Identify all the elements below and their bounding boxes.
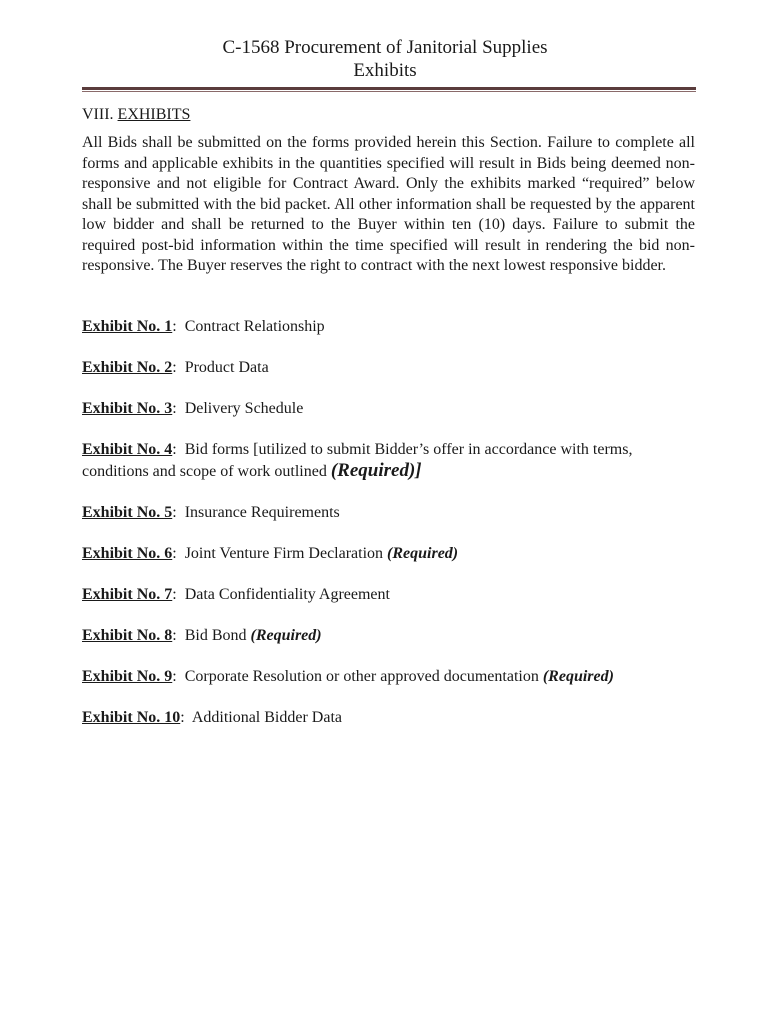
exhibit-item-7: Exhibit No. 7: Data Confidentiality Agreement bbox=[82, 586, 390, 603]
exhibit-label: Exhibit No. 9 bbox=[82, 668, 173, 685]
section-heading bbox=[82, 106, 190, 124]
exhibit-label: Exhibit No. 7 bbox=[82, 586, 173, 603]
exhibit-label: Exhibit No. 3 bbox=[82, 400, 173, 417]
exhibit-label: Exhibit No. 6 bbox=[82, 545, 173, 562]
exhibit-item-4: Exhibit No. 4: Bid forms [utilized to submit Bidder’s offer in accordance with terms, conditions and scope of work outlined (Required)] bbox=[82, 441, 633, 481]
exhibit-item-2: Exhibit No. 2: Product Data bbox=[82, 359, 269, 376]
exhibit-text: Corporate Resolution or other approved documentation bbox=[184, 668, 543, 685]
exhibit-text: Additional Bidder Data bbox=[191, 709, 342, 726]
exhibit-text: Bid Bond bbox=[184, 627, 251, 644]
exhibit-item-8: Exhibit No. 8: Bid Bond (Required) bbox=[82, 627, 322, 644]
exhibit-label: Exhibit No. 4 bbox=[82, 441, 173, 458]
exhibit-list bbox=[82, 316, 695, 748]
required-marker: (Required) bbox=[250, 627, 322, 644]
required-marker: (Required) bbox=[542, 668, 614, 685]
exhibit-item-6: Exhibit No. 6: Joint Venture Firm Declaration (Required) bbox=[82, 545, 459, 562]
page-header bbox=[0, 36, 770, 82]
header-rule-thick bbox=[82, 87, 696, 90]
exhibit-item-5: Exhibit No. 5: Insurance Requirements bbox=[82, 504, 340, 521]
exhibit-item-9: Exhibit No. 9: Corporate Resolution or other approved documentation (Required) bbox=[82, 668, 614, 685]
exhibit-item-1: Exhibit No. 1: Contract Relationship bbox=[82, 318, 325, 335]
document-title: C-1568 Procurement of Janitorial Supplies bbox=[222, 37, 548, 58]
exhibit-text: Product Data bbox=[184, 359, 269, 376]
exhibit-label: Exhibit No. 5 bbox=[82, 504, 173, 521]
header-rule-thin bbox=[82, 91, 696, 92]
exhibit-label: Exhibit No. 8 bbox=[82, 627, 173, 644]
exhibit-text: Joint Venture Firm Declaration bbox=[184, 545, 388, 562]
exhibit-label: Exhibit No. 1 bbox=[82, 318, 173, 335]
required-marker: (Required) bbox=[387, 545, 459, 562]
required-marker: (Required)] bbox=[330, 460, 422, 481]
exhibit-label: Exhibit No. 2 bbox=[82, 359, 173, 376]
exhibit-text: Insurance Requirements bbox=[184, 504, 340, 521]
exhibit-text: Delivery Schedule bbox=[184, 400, 304, 417]
exhibit-text: Contract Relationship bbox=[184, 318, 325, 335]
exhibit-item-10: Exhibit No. 10: Additional Bidder Data bbox=[82, 709, 342, 726]
exhibit-text: Data Confidentiality Agreement bbox=[184, 586, 390, 603]
exhibit-label: Exhibit No. 10 bbox=[82, 709, 181, 726]
section-title: EXHIBITS bbox=[117, 106, 191, 123]
intro-paragraph: All Bids shall be submitted on the forms provided herein this Section. Failure to complete all forms and applicable exhibits in the quantities specified will result in Bids being deemed non-responsive and not eligible for Contract Award. Only the exhibits marked “required” below shall be submitted with the bid packet. All other information shall be requested by the apparent low bidder and shall be returned to the Buyer within ten (10) days. Failure to submit the required post-bid information within the time specified will result in rendering the bid non-responsive. The Buyer reserves the right to contract with the next lowest responsive bidder. bbox=[82, 134, 695, 274]
exhibit-text: Bid forms [utilized to submit Bidder’s offer in accordance with terms, conditions and scope of work outlined bbox=[82, 441, 633, 480]
exhibit-item-3: Exhibit No. 3: Delivery Schedule bbox=[82, 400, 304, 417]
section-number: VIII. bbox=[82, 106, 114, 123]
document-subtitle: Exhibits bbox=[353, 60, 417, 81]
